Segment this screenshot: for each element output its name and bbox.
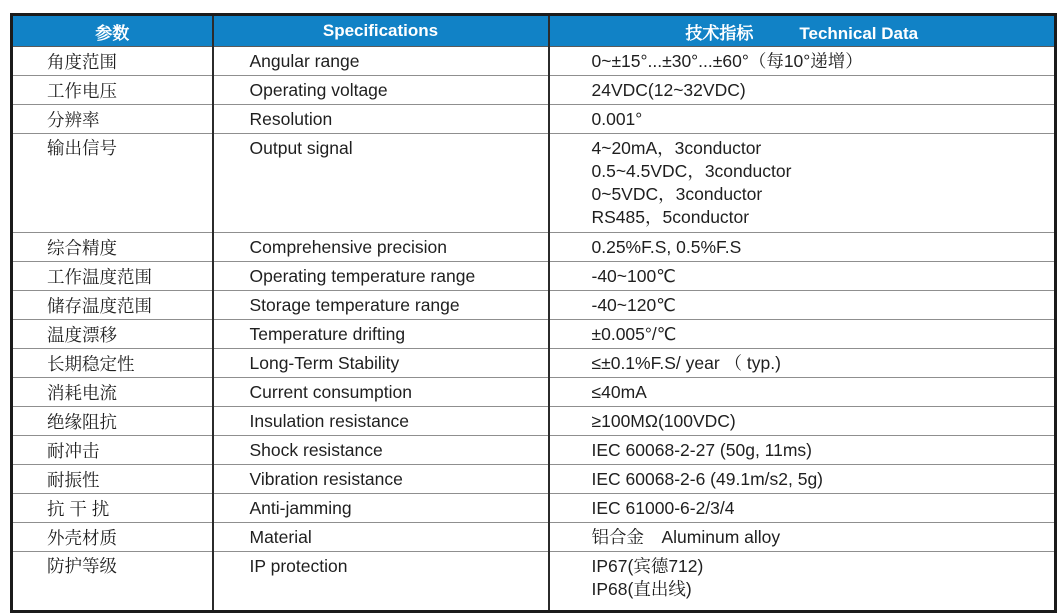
tech-value-line: RS485，5conductor — [591, 207, 750, 227]
spec-en-cell: Anti-jamming — [213, 494, 549, 523]
tech-value-cell — [549, 552, 1056, 612]
tech-value-line: IP68(直出线) — [591, 579, 692, 599]
param-zh-cell: 外壳材质 — [12, 523, 213, 552]
param-zh-cell: 绝缘阻抗 — [12, 407, 213, 436]
table-row — [12, 47, 1056, 76]
tech-value-line: IP67(宾德712) — [591, 556, 704, 576]
spec-table-body — [12, 47, 1056, 612]
table-row — [12, 105, 1056, 134]
tech-value-line: IEC 61000-6-2/3/4 — [591, 497, 735, 518]
table-row — [12, 436, 1056, 465]
spec-en-cell: Operating voltage — [213, 76, 549, 105]
header-cell-technical-data — [549, 15, 1056, 47]
spec-en-cell: Comprehensive precision — [213, 233, 549, 262]
tech-value-cell — [549, 494, 1056, 523]
tech-value-cell — [549, 262, 1056, 291]
param-zh-cell: 输出信号 — [12, 134, 213, 233]
spec-en-cell: Shock resistance — [213, 436, 549, 465]
tech-value-line: IEC 60068-2-6 (49.1m/s2, 5g) — [591, 468, 824, 489]
tech-value-line: 0.5~4.5VDC，3conductor — [591, 161, 792, 181]
table-row — [12, 76, 1056, 105]
param-zh-cell: 消耗电流 — [12, 378, 213, 407]
param-zh-cell: 分辨率 — [12, 105, 213, 134]
param-zh-cell: 防护等级 — [12, 552, 213, 612]
param-zh-cell: 温度漂移 — [12, 320, 213, 349]
spec-en-cell: Long-Term Stability — [213, 349, 549, 378]
header-specifications-label: Specifications — [322, 21, 439, 40]
tech-value-line: 0.25%F.S, 0.5%F.S — [591, 236, 742, 257]
spec-en-cell: Operating temperature range — [213, 262, 549, 291]
tech-value-line: ≥100MΩ(100VDC) — [591, 410, 736, 431]
spec-en-cell: Temperature drifting — [213, 320, 549, 349]
table-row — [12, 407, 1056, 436]
tech-value-cell — [549, 465, 1056, 494]
tech-value-line: ≤40mA — [591, 381, 647, 402]
table-row — [12, 378, 1056, 407]
spec-en-cell: Vibration resistance — [213, 465, 549, 494]
spec-en-cell: Current consumption — [213, 378, 549, 407]
table-row — [12, 523, 1056, 552]
specifications-table — [10, 13, 1057, 613]
spec-en-cell: Insulation resistance — [213, 407, 549, 436]
tech-value-line: 铝合金 Aluminum alloy — [591, 526, 781, 547]
tech-value-cell — [549, 105, 1056, 134]
table-row — [12, 320, 1056, 349]
tech-value-line: 0~5VDC，3conductor — [591, 184, 763, 204]
table-row — [12, 233, 1056, 262]
param-zh-cell: 储存温度范围 — [12, 291, 213, 320]
spec-en-cell: Output signal — [213, 134, 549, 233]
param-zh-cell: 综合精度 — [12, 233, 213, 262]
param-zh-cell: 耐冲击 — [12, 436, 213, 465]
tech-value-line: 4~20mA，3conductor — [591, 138, 762, 158]
spec-en-cell: Angular range — [213, 47, 549, 76]
header-cell-specifications — [213, 15, 549, 47]
tech-value-cell — [549, 320, 1056, 349]
table-row — [12, 262, 1056, 291]
spec-sheet — [10, 13, 1054, 613]
param-zh-cell: 长期稳定性 — [12, 349, 213, 378]
tech-value-line: 0.001° — [591, 108, 643, 129]
tech-value-line: -40~100℃ — [591, 265, 676, 286]
tech-value-cell — [549, 436, 1056, 465]
tech-value-line: ≤±0.1%F.S/ year （ typ.) — [591, 352, 781, 373]
header-param-label: 参数 — [95, 23, 130, 43]
tech-value-cell — [549, 134, 1056, 233]
tech-value-cell — [549, 233, 1056, 262]
tech-value-cell — [549, 47, 1056, 76]
tech-value-line: 24VDC(12~32VDC) — [591, 79, 746, 100]
spec-en-cell: Resolution — [213, 105, 549, 134]
header-tech-en-label: Technical Data — [799, 23, 919, 43]
tech-value-line: IEC 60068-2-27 (50g, 11ms) — [591, 439, 812, 460]
param-zh-cell: 角度范围 — [12, 47, 213, 76]
tech-value-line: ±0.005°/℃ — [591, 323, 677, 344]
tech-value-cell — [549, 349, 1056, 378]
table-row — [12, 349, 1056, 378]
param-zh-cell: 工作电压 — [12, 76, 213, 105]
tech-value-cell — [549, 523, 1056, 552]
tech-value-cell — [549, 291, 1056, 320]
param-zh-cell: 耐振性 — [12, 465, 213, 494]
table-row — [12, 291, 1056, 320]
header-row — [12, 15, 1056, 47]
spec-en-cell: IP protection — [213, 552, 549, 612]
tech-value-cell — [549, 378, 1056, 407]
tech-value-cell — [549, 76, 1056, 105]
tech-value-line: 0~±15°...±30°...±60°（每10°递增） — [591, 50, 863, 71]
table-row — [12, 465, 1056, 494]
param-zh-cell: 工作温度范围 — [12, 262, 213, 291]
tech-value-cell — [549, 407, 1056, 436]
table-row — [12, 134, 1056, 233]
table-row — [12, 552, 1056, 612]
spec-en-cell: Storage temperature range — [213, 291, 549, 320]
header-tech-zh-label: 技术指标 — [685, 23, 754, 43]
spec-en-cell: Material — [213, 523, 549, 552]
table-row — [12, 494, 1056, 523]
header-cell-param — [12, 15, 213, 47]
tech-value-line: -40~120℃ — [591, 294, 676, 315]
param-zh-cell: 抗 干 扰 — [12, 494, 213, 523]
